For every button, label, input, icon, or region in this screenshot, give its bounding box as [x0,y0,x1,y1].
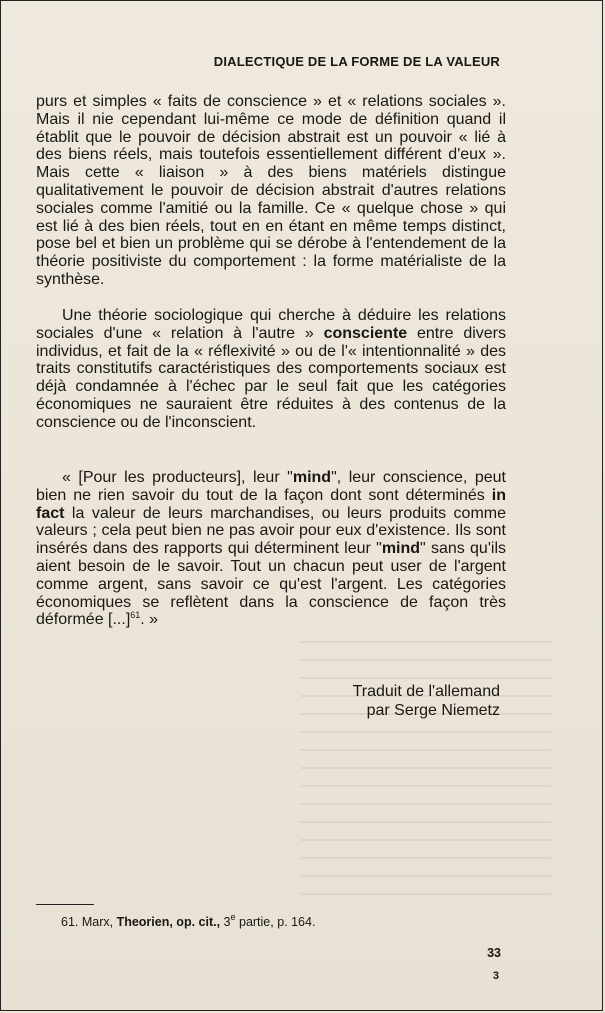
text-run: ", leur conscience, peut bien ne rien savoir du tout de la façon dont sont déterminés [36,469,506,504]
quotation-text [36,469,506,629]
footnote-divider [36,904,94,905]
show-through-texture [301,641,551,901]
text-run: . » [140,611,159,629]
ordinal-suffix: e [230,912,236,922]
translator-name: par Serge Niemetz [366,701,500,719]
page-number: 33 [487,946,501,960]
footnote-reference: 61 [130,610,141,621]
text-run: partie, p. 164. [235,915,316,929]
body-paragraph-1 [36,93,506,289]
running-head: DIALECTIQUE DE LA FORME DE LA VALEUR [213,54,500,69]
emphasis-mind: mind [292,469,332,486]
text-run: " sans qu'ils aient besoin de le savoir. Tout un chacun peut user de l'argent comme argent, sans savoir ce qu'est l'argent. Les catégories économiques se reflètent dans la conscience de façon très déformée [...] [36,540,506,629]
translation-line: Traduit de l'allemand [352,683,500,700]
text-run: Une théorie sociologique qui cherche à déduire les relations sociales d'une « relation à l'autre » [36,307,506,342]
translation-credit [353,683,500,720]
marx-quotation [36,469,506,629]
text-run: entre divers individus, et fait de la « réflexivité » ou de l'« intentionnalité » des traits constitutifs caractéristiques des comportements sociaux est déjà condamnée à l'échec par le seul fait que les catégories économiques ne sauraient être réduites à des contenus de la conscience ou de l'inconscient. [36,324,506,431]
emphasis-consciente: consciente [323,324,408,342]
text-run: 61. Marx, [61,915,117,929]
signature-mark: 3 [492,970,499,982]
footnote-61 [61,912,316,929]
paragraph-text: purs et simples « faits de conscience » et « relations sociales ». Mais il nie cependant lui-même ce mode de définition quand il établit que le pouvoir de décision abstrait est un pouvoir « lié à des biens réels, mais toutefois essentiellement différent d'eux ». Mais cette « liaison » à des biens matériels distingue qualitativement le pouvoir de décision abstrait d'autres relations sociales comme l'amitié ou la famille. Ce « quelque chose » qui est lié à des bien réels, tout en en étant en même temps distinct, pose bel et bien un problème qui se dérobe à l'entendement de la théorie positiviste du comportement : la forme matérialiste de la synthèse. [36,93,506,288]
emphasis-in-fact: in fact [36,486,506,522]
text-run: « [Pour les producteurs], leur " [62,469,293,486]
body-paragraph-2 [36,307,506,432]
text-run: la valeur de leurs marchandises, ou leurs produits comme valeurs ; cela peut bien ne pas avoir pour eux d'existence. Ils sont insérés dans des rapports qui déterminent leur " [36,504,506,558]
text-run: 3 [220,915,231,929]
work-title: Theorien, op. cit., [116,915,221,929]
emphasis-mind: mind [381,540,421,558]
paragraph-text [36,307,506,432]
